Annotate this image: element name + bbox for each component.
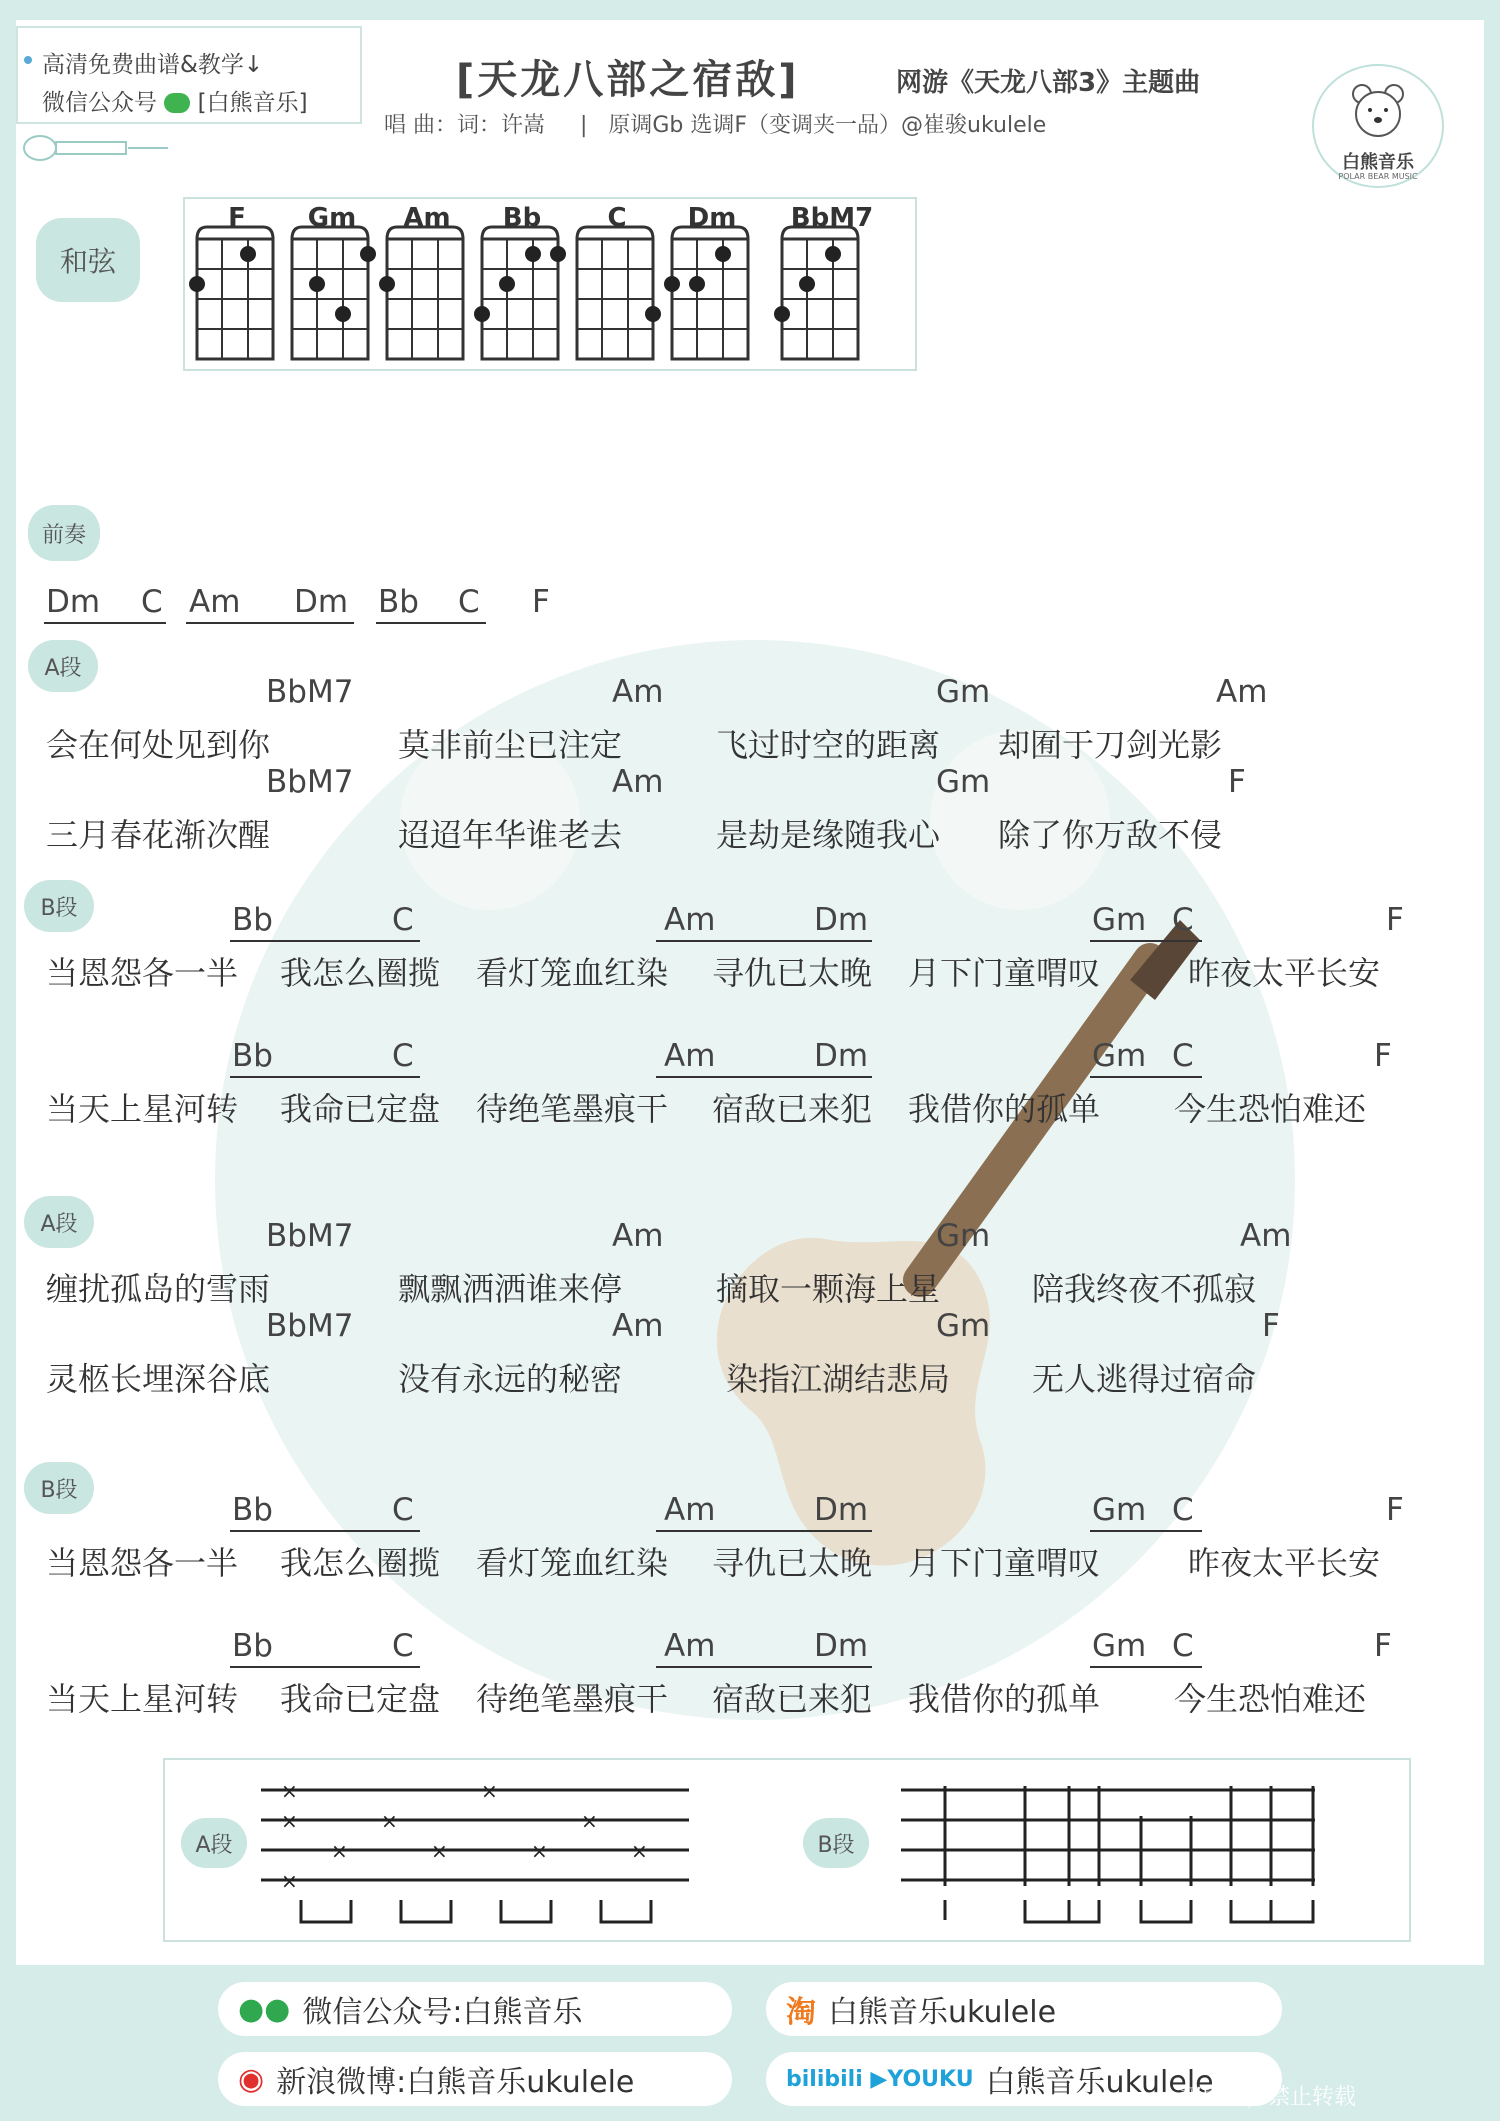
rhythm-b-label: B段 (803, 1818, 869, 1868)
lyric: 我命已定盘 (280, 1680, 441, 1718)
intro-chord: F (532, 584, 550, 620)
lyric: 无人逃得过宿命 (1032, 1360, 1257, 1398)
lyric: 三月春花渐次醒 (46, 816, 271, 854)
chord: F (1386, 902, 1404, 938)
lyric: 寻仇已太晚 (712, 1544, 873, 1582)
chord: Gm (936, 764, 991, 800)
bilibili-youku-icon: bilibili ▶YOUKU (786, 2066, 974, 2092)
lyric: 待绝笔墨痕干 (476, 1090, 669, 1128)
logo-sub: POLAR BEAR MUSIC (1338, 172, 1418, 181)
logo-name: 白熊音乐 (1342, 152, 1414, 173)
lyric: 月下门童喟叹 (908, 1544, 1101, 1582)
chord: F (1386, 1492, 1404, 1528)
rhythm-patterns (163, 1758, 1411, 1942)
chord: Bb (232, 1628, 273, 1664)
section-a2-label: A段 (24, 1196, 94, 1248)
chord: C (1172, 902, 1194, 938)
lyric: 会在何处见到你 (46, 726, 271, 764)
lyric: 我借你的孤单 (908, 1090, 1101, 1128)
chord: Am (664, 1492, 716, 1528)
chord: F (1374, 1038, 1392, 1074)
taobao-link[interactable] (766, 1982, 1282, 2036)
chord-underline (656, 1076, 872, 1078)
chord: Bb (232, 1492, 273, 1528)
chord: Am (612, 674, 664, 710)
svg-text:×: × (581, 1809, 598, 1833)
intro-chord: Dm (294, 584, 349, 620)
wechat-icon: ●● (238, 1991, 291, 2027)
chord: C (392, 1492, 414, 1528)
lyric: 寻仇已太晚 (712, 954, 873, 992)
lyric: 莫非前尘已注定 (398, 726, 623, 764)
lyric: 是劫是缘随我心 (716, 816, 941, 854)
chord: Gm (936, 1218, 991, 1254)
chord: Bb (232, 1038, 273, 1074)
promo-line-2: 微信公众号 [白熊音乐] (42, 90, 308, 116)
intro-chord: Dm (46, 584, 101, 620)
lyric: 我怎么圈揽 (280, 954, 441, 992)
ukulele-small-icon (18, 128, 178, 168)
chord-underline (230, 1530, 420, 1532)
section-b1-label: B段 (24, 880, 94, 932)
svg-text:×: × (281, 1809, 298, 1833)
lyric: 当恩怨各一半 (46, 954, 239, 992)
chord-underline (1090, 1666, 1202, 1668)
chord-name-f: F (228, 203, 246, 233)
weibo-label: 新浪微博:白熊音乐ukulele (276, 2065, 635, 2100)
lyric: 今生恐怕难还 (1174, 1090, 1367, 1128)
lyric: 灵柩长埋深谷底 (46, 1360, 271, 1398)
chord-underline (230, 1076, 420, 1078)
chord: Dm (814, 1038, 869, 1074)
lyric: 摘取一颗海上星 (716, 1270, 941, 1308)
chord: C (392, 1628, 414, 1664)
video-platforms-label: 白熊音乐ukulele (985, 2065, 1214, 2100)
intro-chord: C (141, 584, 163, 620)
bullet-icon (24, 56, 32, 64)
chord: Am (664, 1038, 716, 1074)
chord: Am (664, 1628, 716, 1664)
rhythm-a-label: A段 (181, 1818, 247, 1868)
chord: Bb (232, 902, 273, 938)
wechat-account-label: 微信公众号:白熊音乐 (302, 1995, 583, 2030)
promo-box (16, 26, 362, 124)
lyric: 当恩怨各一半 (46, 1544, 239, 1582)
lyric: 飘飘洒洒谁来停 (398, 1270, 623, 1308)
lyric: 宿敌已来犯 (712, 1090, 873, 1128)
lyric: 当天上星河转 (46, 1090, 239, 1128)
svg-text:×: × (431, 1839, 448, 1863)
chord-name-dm: Dm (687, 203, 737, 233)
svg-text:×: × (481, 1779, 498, 1803)
promo-line-1: 高清免费曲谱&教学↓ (42, 52, 264, 78)
svg-text:×: × (281, 1779, 298, 1803)
chord: F (1374, 1628, 1392, 1664)
polar-bear-icon (1348, 80, 1408, 140)
chord: Am (612, 1308, 664, 1344)
intro-underline (186, 622, 354, 624)
lyric: 飞过时空的距离 (716, 726, 941, 764)
chord-underline (1090, 940, 1202, 942)
chord: Am (664, 902, 716, 938)
chord: Gm (1092, 902, 1147, 938)
song-subtitle: 网游《天龙八部3》主题曲 (896, 68, 1201, 98)
chord-diagrams (183, 197, 917, 371)
weibo-link[interactable] (218, 2052, 732, 2106)
chord: Gm (936, 674, 991, 710)
lyric: 没有永远的秘密 (398, 1360, 623, 1398)
intro-chord: Bb (378, 584, 419, 620)
chords-label: 和弦 (36, 218, 140, 302)
chord-underline (1090, 1076, 1202, 1078)
chord: Gm (936, 1308, 991, 1344)
wechat-account-link[interactable] (218, 1982, 732, 2036)
taobao-icon: 淘 (786, 1995, 816, 2030)
lyric: 缠扰孤岛的雪雨 (46, 1270, 271, 1308)
lyric: 我怎么圈揽 (280, 1544, 441, 1582)
section-b2-label: B段 (24, 1462, 94, 1514)
copyright-watermark: 权所有，禁止转载 (1180, 2085, 1357, 2110)
intro-chord: Am (189, 584, 241, 620)
svg-text:×: × (331, 1839, 348, 1863)
chord: Gm (1092, 1628, 1147, 1664)
lyric: 我命已定盘 (280, 1090, 441, 1128)
lyric: 看灯笼血红染 (476, 1544, 669, 1582)
intro-underline (44, 622, 166, 624)
chord-underline (230, 1666, 420, 1668)
lyric: 却囿于刀剑光影 (998, 726, 1223, 764)
chord: BbM7 (266, 764, 354, 800)
song-credits: 唱 曲：词：许嵩 | 原调Gb 选调F（变调夹一品）@崔骏ukulele (384, 113, 1047, 138)
intro-chord: C (458, 584, 480, 620)
intro-label: 前奏 (28, 505, 100, 561)
chord-name-bbm7: BbM7 (790, 203, 874, 233)
chord: BbM7 (266, 674, 354, 710)
lyric: 待绝笔墨痕干 (476, 1680, 669, 1718)
song-title: [天龙八部之宿敌] (456, 57, 800, 103)
chord: C (392, 1038, 414, 1074)
chord-name-bb: Bb (502, 203, 542, 233)
chord: C (1172, 1038, 1194, 1074)
chord-name-am: Am (403, 203, 451, 233)
chord-underline (230, 940, 420, 942)
chord-underline (656, 1666, 872, 1668)
svg-text:×: × (531, 1839, 548, 1863)
chord: Am (1240, 1218, 1292, 1254)
chord: F (1262, 1308, 1280, 1344)
lyric: 迢迢年华谁老去 (398, 816, 623, 854)
taobao-label: 白熊音乐ukulele (828, 1995, 1057, 2030)
intro-underline (376, 622, 486, 624)
lyric: 当天上星河转 (46, 1680, 239, 1718)
chord: Dm (814, 902, 869, 938)
lyric: 昨夜太平长安 (1188, 954, 1381, 992)
chord: C (1172, 1628, 1194, 1664)
svg-text:×: × (281, 1869, 298, 1893)
lyric: 看灯笼血红染 (476, 954, 669, 992)
chord: Dm (814, 1628, 869, 1664)
chord: F (1228, 764, 1246, 800)
chord: C (392, 902, 414, 938)
wechat-icon (164, 93, 190, 113)
chord: BbM7 (266, 1218, 354, 1254)
section-a1-label: A段 (28, 640, 98, 692)
svg-text:×: × (631, 1839, 648, 1863)
lyric: 宿敌已来犯 (712, 1680, 873, 1718)
lyric: 陪我终夜不孤寂 (1032, 1270, 1257, 1308)
chord: Am (1216, 674, 1268, 710)
chord-underline (656, 1530, 872, 1532)
chord-name-gm: Gm (307, 203, 357, 233)
lyric: 染指江湖结悲局 (726, 1360, 951, 1398)
chord: C (1172, 1492, 1194, 1528)
lyric: 除了你万敌不侵 (998, 816, 1223, 854)
lyric: 昨夜太平长安 (1188, 1544, 1381, 1582)
chord-underline (656, 940, 872, 942)
chord-name-c: C (607, 203, 627, 233)
weibo-icon: ◉ (238, 2061, 265, 2097)
chord: Am (612, 764, 664, 800)
lyric: 月下门童喟叹 (908, 954, 1101, 992)
chord-grids (185, 199, 915, 369)
chord: Dm (814, 1492, 869, 1528)
lyric: 我借你的孤单 (908, 1680, 1101, 1718)
brand-logo (1312, 64, 1444, 188)
chord-underline (1090, 1530, 1202, 1532)
chord: Gm (1092, 1038, 1147, 1074)
strum-notation (165, 1760, 1409, 1940)
svg-text:×: × (381, 1809, 398, 1833)
chord: BbM7 (266, 1308, 354, 1344)
chord: Gm (1092, 1492, 1147, 1528)
lyric: 今生恐怕难还 (1174, 1680, 1367, 1718)
chord: Am (612, 1218, 664, 1254)
